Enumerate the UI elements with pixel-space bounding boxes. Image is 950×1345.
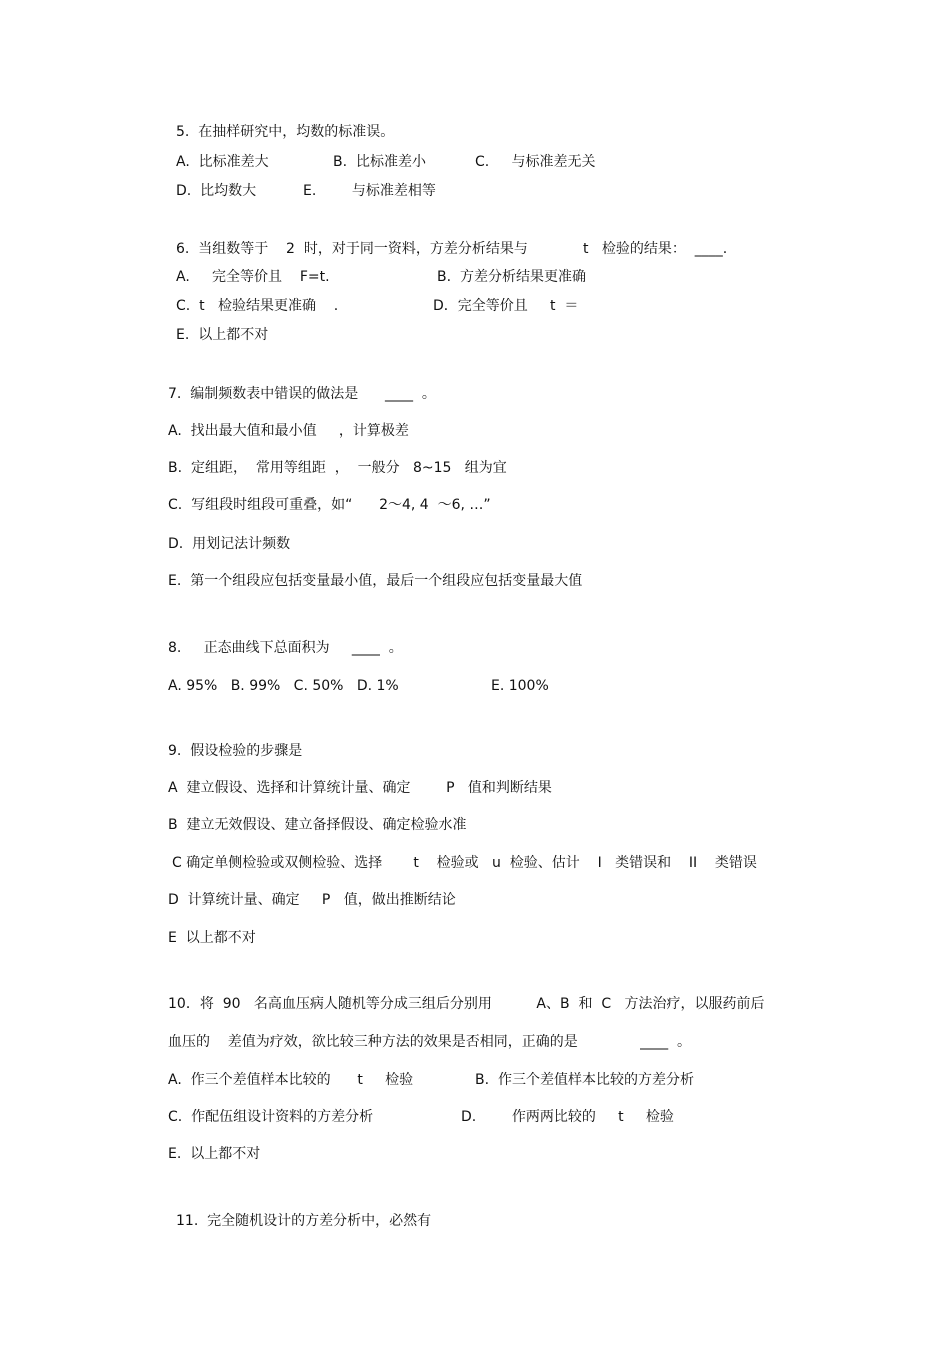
q10-option-a: A. 作三个差值样本比较的 t 检验 <box>168 1072 414 1088</box>
q6-stem-part1: 6. 当组数等于 2 时，对于同一资料，方差分析结果与 <box>176 241 528 257</box>
q10-stem-line2: 血压的 差值为疗效，欲比较三种方法的效果是否相同，正确的是 ____ 。 <box>168 1034 692 1050</box>
q7-option-c: C. 写组段时组段可重叠，如“ 2～4, 4 ～6, …” <box>168 497 491 513</box>
q5-stem: 5. 在抽样研究中，均数的标准误。 <box>176 124 395 140</box>
q8-option-e: E. 100% <box>491 678 549 694</box>
q10-option-b: B. 作三个差值样本比较的方差分析 <box>475 1072 694 1088</box>
q6-stem-part2: t 检验的结果： ____. <box>583 241 728 257</box>
q6-option-a: A. 完全等价且 F=t. <box>176 269 330 285</box>
q9-option-a: A 建立假设、选择和计算统计量、确定 P 值和判断结果 <box>168 780 552 796</box>
q9-option-c: C 确定单侧检验或双侧检验、选择 t 检验或 u 检验、估计 I 类错误和 II 类错误 <box>172 855 757 871</box>
q5-option-b: B. 比标准差小 <box>333 154 426 170</box>
q6-option-b: B. 方差分析结果更准确 <box>437 269 586 285</box>
q10-option-d: D. 作两两比较的 t 检验 <box>461 1109 674 1125</box>
q5-option-c: C. 与标准差无关 <box>475 154 596 170</box>
q10-option-c: C. 作配伍组设计资料的方差分析 <box>168 1109 374 1125</box>
q8-options-a-d: A. 95% B. 99% C. 50% D. 1% <box>168 678 399 694</box>
q7-stem: 7. 编制频数表中错误的做法是 ____ 。 <box>168 386 436 402</box>
q9-option-b: B 建立无效假设、建立备择假设、确定检验水准 <box>168 817 467 833</box>
q7-option-e: E. 第一个组段应包括变量最小值，最后一个组段应包括变量最大值 <box>168 573 583 589</box>
q6-option-d: D．完全等价且 t ＝ <box>433 298 579 314</box>
q11-stem: 11. 完全随机设计的方差分析中，必然有 <box>176 1213 432 1229</box>
q5-option-d: D. 比均数大 <box>176 183 257 199</box>
q5-option-e: E. 与标准差相等 <box>303 183 436 199</box>
q10-option-e: E. 以上都不对 <box>168 1146 261 1162</box>
q7-option-b: B. 定组距， 常用等组距 ， 一般分 8~15 组为宜 <box>168 460 507 476</box>
q9-stem: 9. 假设检验的步骤是 <box>168 743 303 759</box>
q9-option-e: E 以上都不对 <box>168 930 256 946</box>
q9-option-d: D 计算统计量、确定 P 值，做出推断结论 <box>168 892 456 908</box>
q10-stem-line1: 10．将 90 名高血压病人随机等分成三组后分别用 A、B 和 C 方法治疗，以服药前后 <box>168 996 765 1012</box>
q6-option-e: E. 以上都不对 <box>176 327 269 343</box>
q5-option-a: A. 比标准差大 <box>176 154 269 170</box>
q6-option-c: C. t 检验结果更准确 . <box>176 298 339 314</box>
q7-option-a: A. 找出最大值和最小值 ，计算极差 <box>168 423 409 439</box>
q7-option-d: D. 用划记法计频数 <box>168 536 291 552</box>
q8-stem: 8. 正态曲线下总面积为 ____ 。 <box>168 640 403 656</box>
